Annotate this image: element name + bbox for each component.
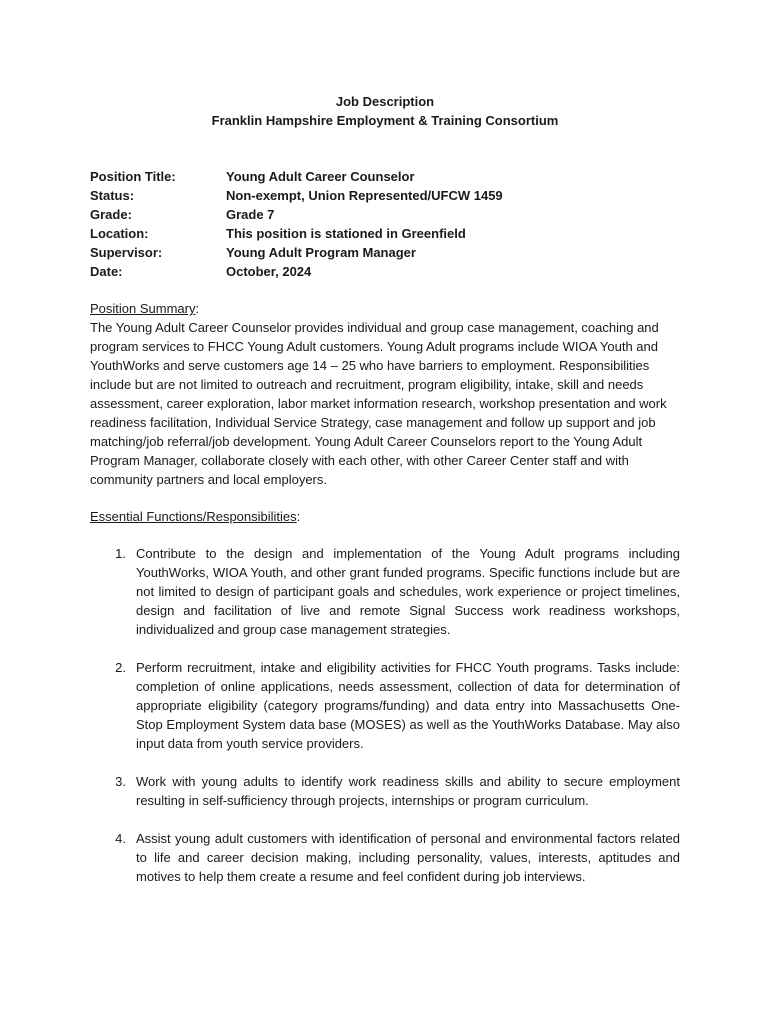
- detail-row-status: [90, 186, 680, 205]
- list-item: [90, 829, 680, 886]
- detail-row-date: [90, 262, 680, 281]
- detail-label: Supervisor:: [90, 245, 163, 260]
- list-item-text: Contribute to the design and implementation of the Young Adult programs including YouthWorks, WIOA Youth, and other grant funded programs. Specific functions include but are not limited to design of participant goals and schedules, work experience or project timelines, design and facilitation of live and remote Signal Success work readiness workshops, individualized and group case management strategies.: [136, 546, 680, 637]
- summary-heading-text: Position Summary: [90, 301, 196, 316]
- functions-heading: [90, 507, 680, 526]
- detail-value: Non-exempt, Union Represented/UFCW 1459: [226, 188, 503, 203]
- summary-paragraph: The Young Adult Career Counselor provides individual and group case management, coaching and program services to FHCC Young Adult customers. Young Adult programs include WIOA Youth and YouthWorks and serve customers age 14 – 25 who have barriers to employment. Responsibilities include but are not limited to outreach and recruitment, program eligibility, intake, skill and needs assessment, career exploration, labor market information research, workshop presentation and work readiness facilitation, Individual Service Strategy, case management and follow up support and job matching/job referral/job development. Young Adult Career Counselors report to the Young Adult Program Manager, collaborate closely with each other, with other Career Center staff and with community partners and local employers.: [90, 320, 667, 487]
- list-item-text: Perform recruitment, intake and eligibility activities for FHCC Youth programs. Tasks include: completion of online applications, needs assessment, collection of data for determination of appropriate eligibility (category programs/funding) and data entry into Massachusetts One-Stop Employment System data base (MOSES) as well as the YouthWorks Database. May also input data from youth service providers.: [136, 660, 680, 751]
- detail-label: Status:: [90, 188, 135, 203]
- detail-label: Date:: [90, 264, 123, 279]
- list-item: [90, 658, 680, 753]
- summary-heading: [90, 299, 680, 318]
- detail-value: Young Adult Career Counselor: [226, 169, 415, 184]
- summary-heading-colon: :: [195, 301, 200, 316]
- list-item-text: Work with young adults to identify work readiness skills and ability to secure employment resulting in self-sufficiency through projects, internships or program curriculum.: [136, 774, 680, 808]
- list-item-number: 3.: [115, 774, 126, 789]
- functions-heading-colon: :: [296, 509, 301, 524]
- detail-value: This position is stationed in Greenfield: [226, 226, 466, 241]
- detail-label: Grade:: [90, 207, 132, 222]
- job-description-document: [90, 92, 680, 905]
- detail-row-location: [90, 224, 680, 243]
- detail-value: Young Adult Program Manager: [226, 245, 416, 260]
- list-item-number: 2.: [115, 660, 126, 675]
- list-item-number: 4.: [115, 831, 126, 846]
- position-details: [90, 167, 680, 281]
- detail-value: October, 2024: [226, 264, 312, 279]
- list-item: [90, 772, 680, 810]
- detail-row-position-title: [90, 167, 680, 186]
- list-item-text: Assist young adult customers with identification of personal and environmental factors related to life and career decision making, including personality, values, interests, aptitudes and motives to help them create a resume and feel confident during job interviews.: [136, 831, 680, 884]
- functions-heading-text: Essential Functions/Responsibilities: [90, 509, 297, 524]
- document-title: Job Description: [335, 94, 435, 109]
- list-item: [90, 544, 680, 639]
- detail-label: Location:: [90, 226, 149, 241]
- detail-value: Grade 7: [226, 207, 275, 222]
- organization-name: Franklin Hampshire Employment & Training Consortium: [211, 113, 559, 128]
- list-item-number: 1.: [115, 546, 126, 561]
- detail-row-supervisor: [90, 243, 680, 262]
- detail-row-grade: [90, 205, 680, 224]
- functions-list: [90, 544, 680, 886]
- document-header: [90, 92, 680, 130]
- detail-label: Position Title:: [90, 169, 176, 184]
